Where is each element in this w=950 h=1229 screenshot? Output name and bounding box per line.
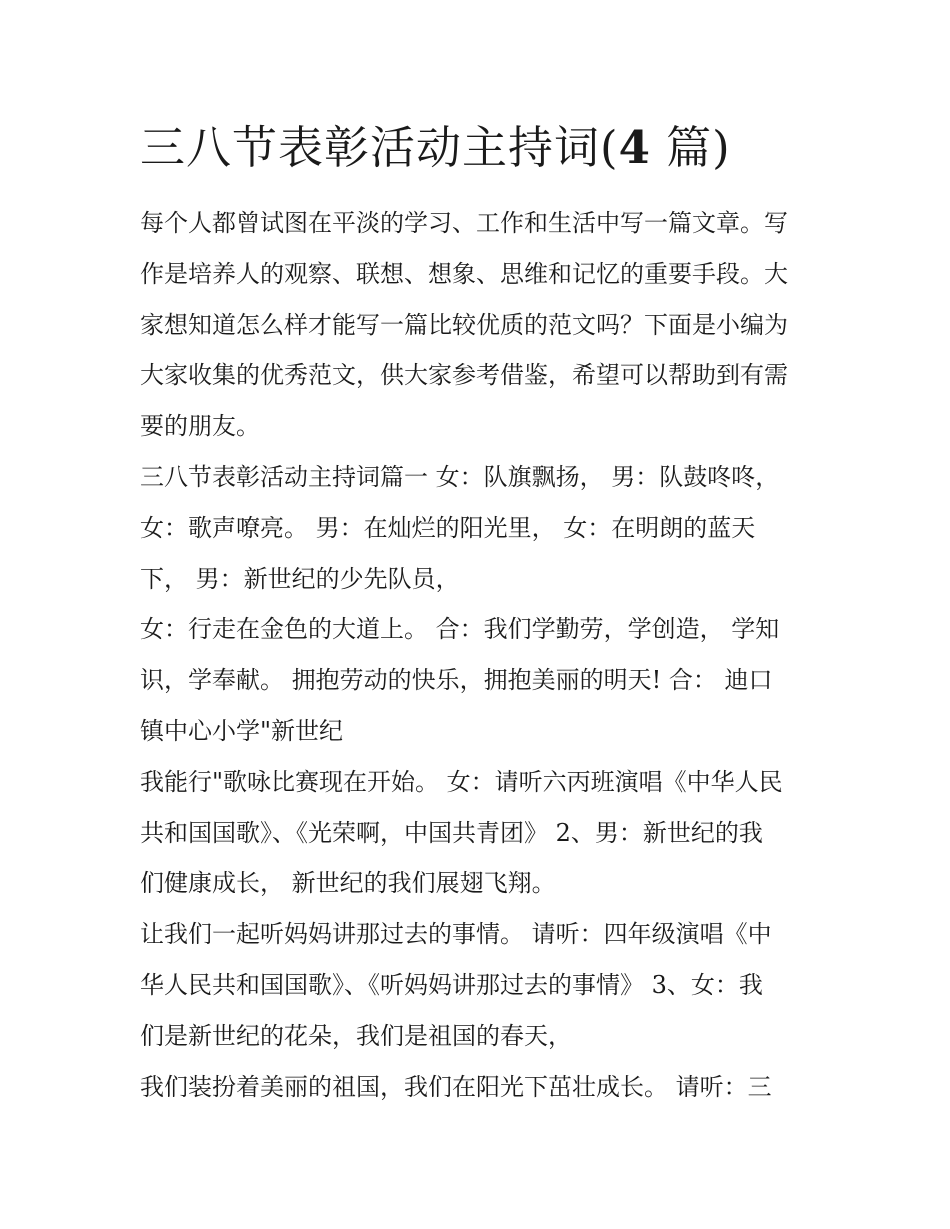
- text-line: 识，学奉献。 拥抱劳动的快乐，拥抱美丽的明天! 合： 迪口: [140, 666, 773, 695]
- text-line: 每个人都曾试图在平淡的学习、工作和生活中写一篇文章。写: [140, 209, 788, 237]
- text-line: 我能行"歌咏比赛现在开始。 女：请听六丙班演唱《中华人民: [140, 767, 783, 796]
- text-line: 女：歌声嘹亮。 男：在灿烂的阳光里， 女：在明朗的蓝天: [140, 513, 756, 542]
- text-line: 我们装扮着美丽的祖国，我们在阳光下茁壮成长。 请听：三: [140, 1072, 772, 1101]
- title-number: 4: [618, 121, 651, 174]
- text-line: 家想知道怎么样才能写一篇比较优质的范文吗？下面是小编为: [140, 310, 788, 339]
- text-line: 要的朋友。: [140, 412, 260, 441]
- text-line: 们是新世纪的花朵，我们是祖国的春天，: [140, 1021, 572, 1050]
- text-line: 镇中心小学"新世纪: [140, 716, 344, 745]
- text-line: 大家收集的优秀范文，供大家参考借鉴，希望可以帮助到有需: [140, 361, 788, 390]
- text-line: 三八节表彰活动主持词篇一 女：队旗飘扬， 男：队鼓咚咚，: [140, 462, 780, 491]
- text-line: 共和国国歌》、《光荣啊，中国共青团》 2、男：新世纪的我: [140, 818, 763, 847]
- text-line: 让我们一起听妈妈讲那过去的事情。 请听：四年级演唱《中: [140, 920, 772, 949]
- text-line: 们健康成长， 新世纪的我们展翅飞翔。: [140, 869, 556, 898]
- text-line: 下， 男：新世纪的少先队员，: [140, 564, 460, 593]
- document-title: [140, 112, 820, 184]
- title-prefix: 三八节表彰活动主持词(: [140, 121, 619, 174]
- text-line: 华人民共和国国歌》、《听妈妈讲那过去的事情》 3、女：我: [140, 970, 763, 999]
- document-page: [140, 112, 820, 1112]
- document-body: [140, 198, 820, 1112]
- title-suffix: 篇): [650, 121, 731, 174]
- text-line: 作是培养人的观察、联想、想象、思维和记忆的重要手段。大: [140, 259, 788, 288]
- text-line: 女：行走在金色的大道上。 合：我们学勤劳，学创造， 学知: [140, 615, 780, 644]
